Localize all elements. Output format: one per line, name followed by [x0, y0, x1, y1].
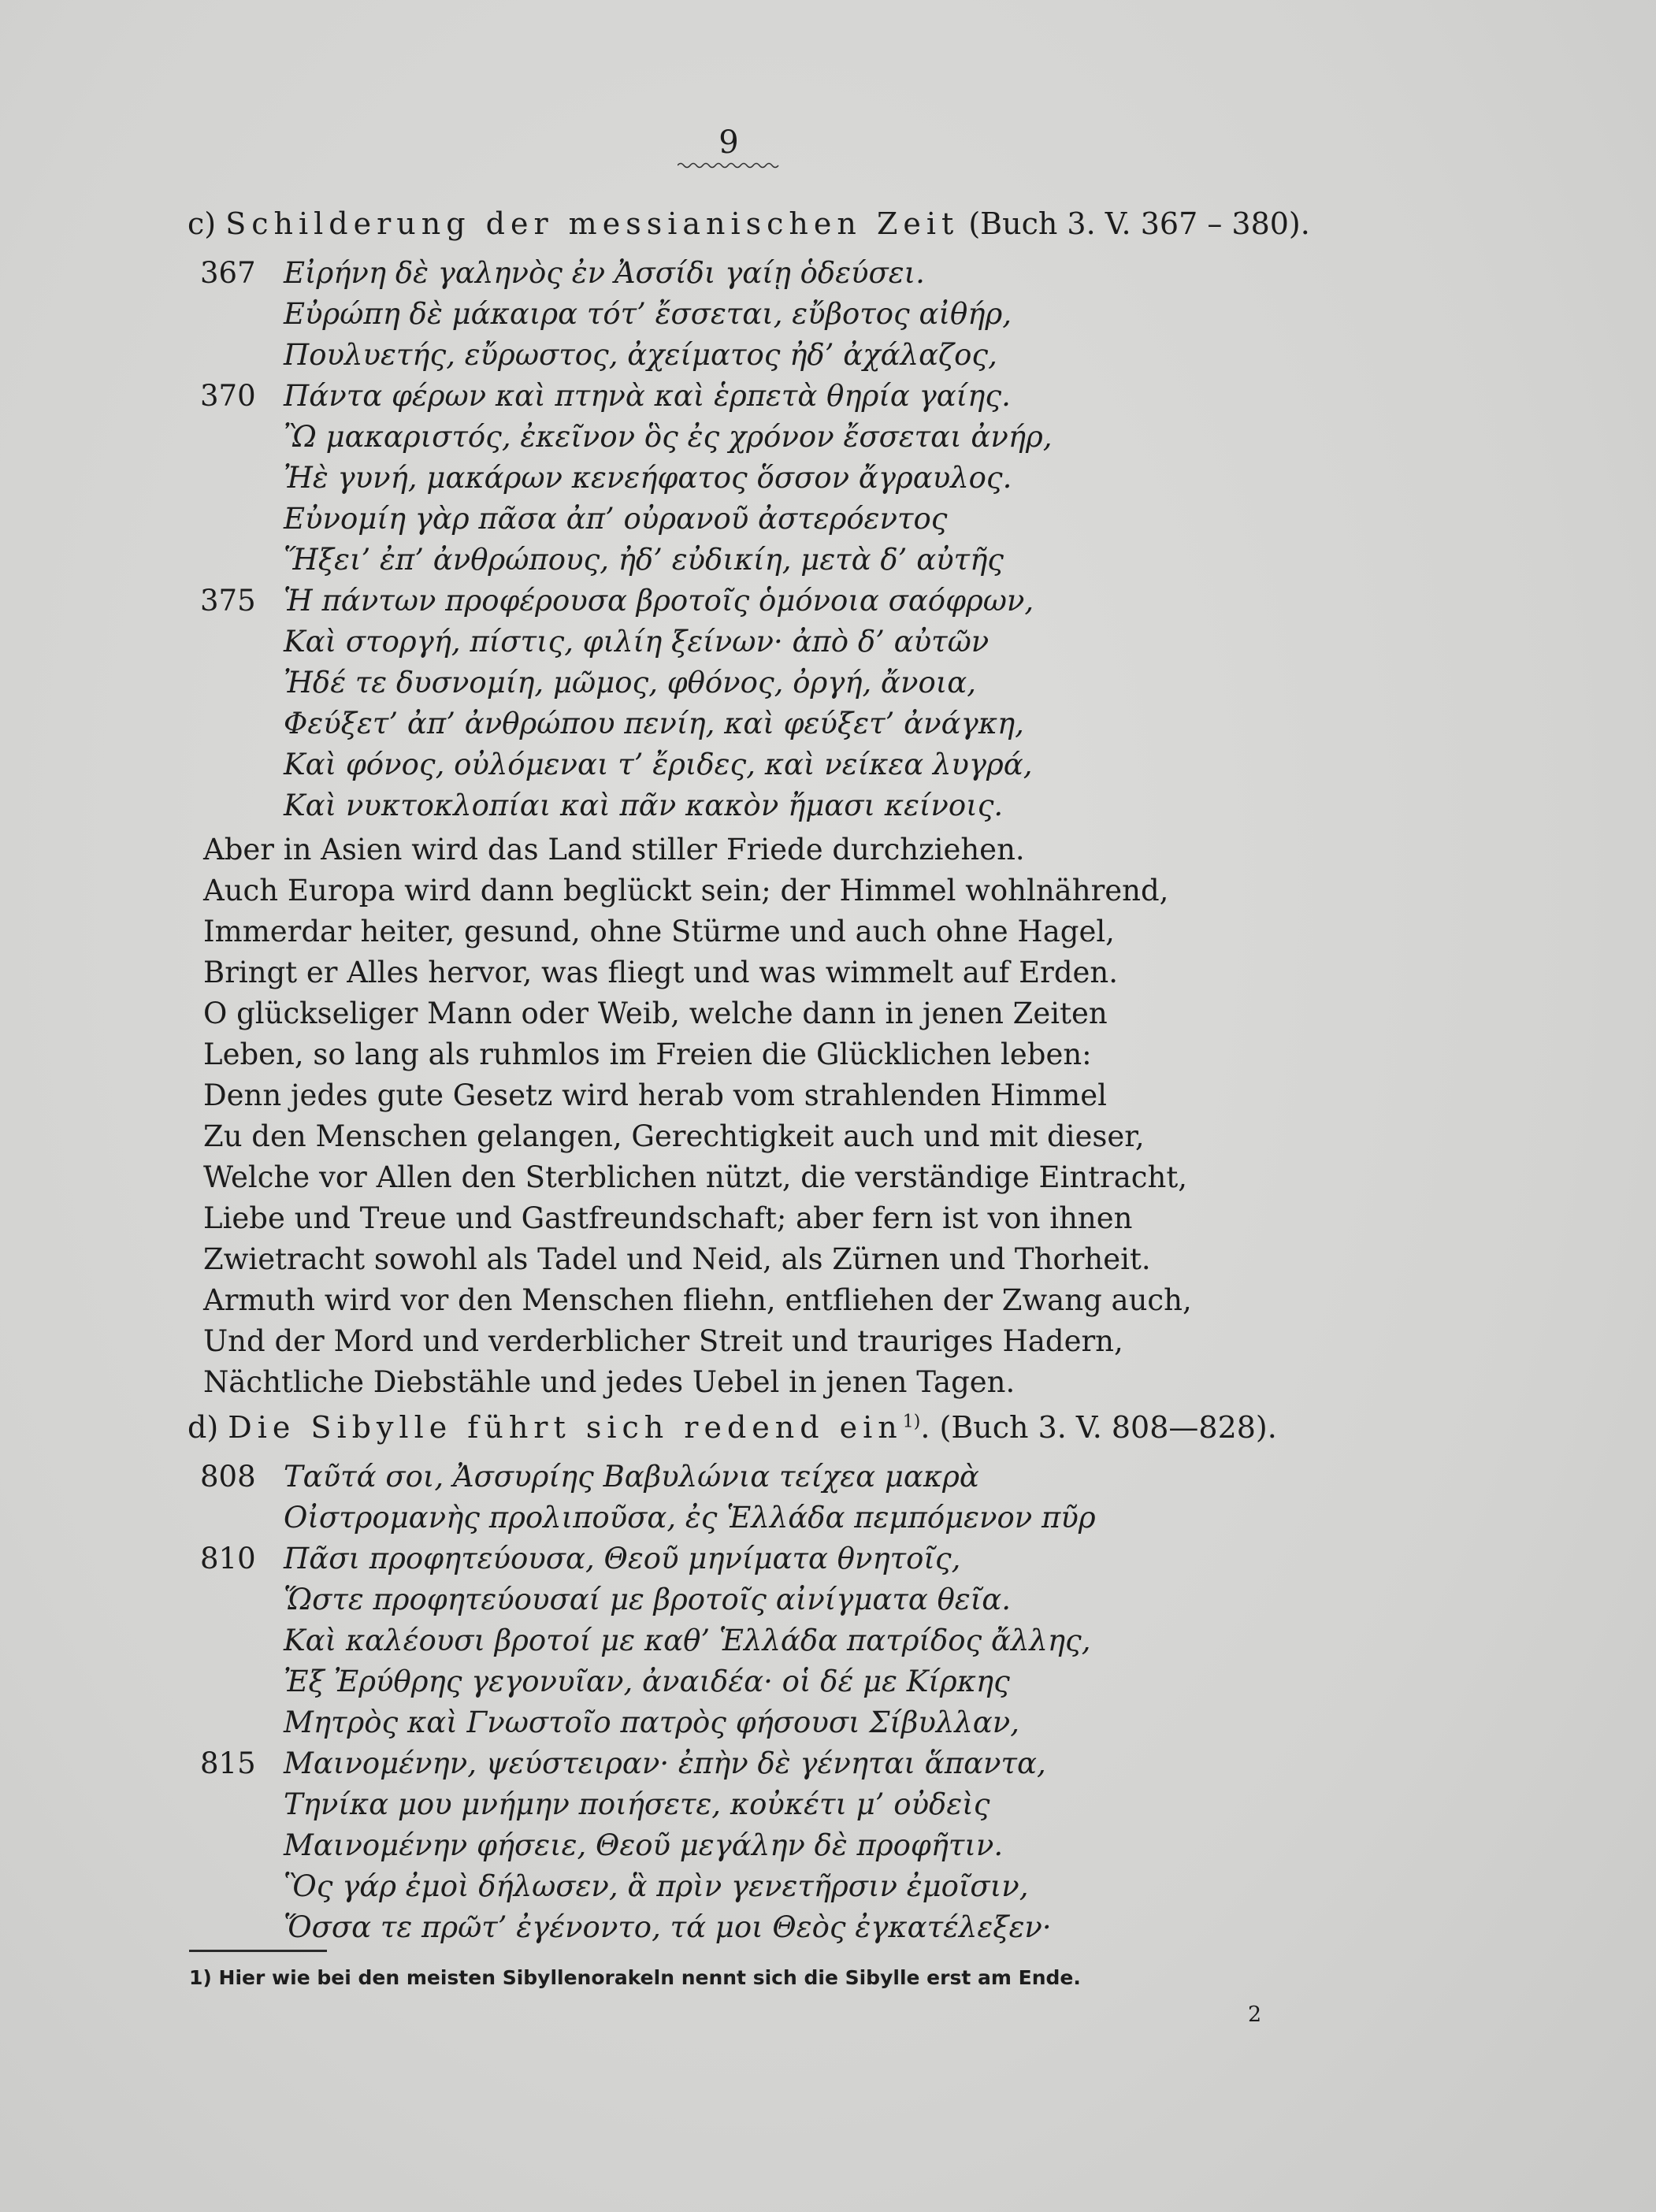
section-c-label: c) [188, 206, 217, 241]
greek-verse-line: Ἥξει’ ἐπ’ ἀνθρώπους, ἠδ’ εὐδικίη, μετὰ δ’ αὐτῆς [284, 543, 1004, 577]
greek-verse-line: Ὢ μακαριστός, ἐκεῖνον ὃς ἐς χρόνον ἔσσεται ἀνήρ, [284, 420, 1053, 454]
section-d-reference: . (Buch 3. V. 808—828). [920, 1410, 1277, 1445]
greek-verse-line: Ἐξ Ἐρύθρης γεγονυῖαν, ἀναιδέα· οἱ δέ με Κίρκης [284, 1665, 1010, 1698]
signature-mark: 2 [1248, 2002, 1262, 2027]
german-verse-line: Auch Europa wird dann beglückt sein; der Himmel wohlnährend, [203, 874, 1169, 907]
greek-verse-line: Ὥστε προφητεύουσαί με βροτοῖς αἰνίγματα θεῖα. [284, 1583, 1012, 1616]
greek-verse-line: Ταῦτά σοι, Ἀσσυρίης Βαβυλώνια τείχεα μακρὰ [284, 1460, 979, 1494]
greek-verse-line: Φεύξετ’ ἀπ’ ἀνθρώπου πενίη, καὶ φεύξετ’ ἀνάγκη, [284, 707, 1024, 740]
greek-verse-line: Μαινομένην, ψεύστειραν· ἐπὴν δὲ γένηται ἅπαντα, [284, 1746, 1046, 1780]
greek-verse-line: Καὶ νυκτοκλοπίαι καὶ πᾶν κακὸν ἤμασι κείνοις. [284, 789, 1004, 822]
greek-verse-line: Ὅσσα τε πρῶτ’ ἐγένοντο, τά μοι Θεὸς ἐγκατέλεξεν· [284, 1910, 1052, 1944]
greek-verse-line: Πάντα φέρων καὶ πτηνὰ καὶ ἑρπετὰ θηρία γαίης. [284, 379, 1011, 413]
german-verse-line: Zu den Menschen gelangen, Gerechtigkeit auch und mit dieser, [203, 1119, 1145, 1153]
greek-verse-line: Μαινομένην φήσειε, Θεοῦ μεγάλην δὲ προφῆτιν. [284, 1828, 1004, 1862]
greek-verse-line: Καὶ καλέουσι βροτοί με καθ’ Ἑλλάδα πατρίδος ἄλλης, [284, 1624, 1091, 1657]
greek-verse-line: Εἰρήνη δὲ γαληνὸς ἐν Ἀσσίδι γαίῃ ὁδεύσει. [284, 256, 925, 290]
line-number: 815 [200, 1746, 256, 1780]
greek-verse-line: Ὃς γάρ ἐμοὶ δήλωσεν, ἃ πρὶν γενετῆρσιν ἐμοῖσιν, [284, 1869, 1029, 1903]
greek-verse-line: Καὶ στοργή, πίστις, φιλίη ξείνων· ἀπὸ δ’ αὐτῶν [284, 625, 990, 659]
line-number: 375 [200, 584, 256, 618]
greek-verse-line: Εὐνομίη γὰρ πᾶσα ἀπ’ οὐρανοῦ ἀστερόεντος [284, 502, 948, 536]
page-number: 9 [718, 124, 739, 161]
german-verse-line: Und der Mord und verderblicher Streit und trauriges Hadern, [203, 1324, 1123, 1358]
footnote [189, 1966, 1081, 1989]
german-verse-line: Bringt er Alles hervor, was fliegt und was wimmelt auf Erden. [203, 956, 1119, 989]
page-number-ornament [678, 161, 780, 170]
german-verse-line: Zwietracht sowohl als Tadel und Neid, als Zürnen und Thorheit. [203, 1242, 1151, 1276]
german-verse-line: Aber in Asien wird das Land stiller Friede durchziehen. [203, 833, 1025, 867]
footnote-reference: 1) [902, 1412, 921, 1432]
greek-verse-line: Ἡ πάντων προφέρουσα βροτοῖς ὁμόνοια σαόφρων, [284, 584, 1034, 618]
line-number: 367 [200, 256, 256, 290]
line-number: 808 [200, 1460, 256, 1494]
greek-verse-line: Μητρὸς καὶ Γνωστοῖο πατρὸς φήσουσι Σίβυλλαν, [284, 1705, 1020, 1739]
german-verse-line: Nächtliche Diebstähle und jedes Uebel in jenen Tagen. [203, 1365, 1016, 1399]
section-c-reference: (Buch 3. V. 367 – 380). [968, 206, 1310, 241]
german-verse-line: Immerdar heiter, gesund, ohne Stürme und auch ohne Hagel, [203, 915, 1115, 948]
footnote-text: Hier wie bei den meisten Sibyllenorakeln nennt sich die Sibylle erst am Ende. [218, 1966, 1081, 1989]
german-verse-line: Armuth wird vor den Menschen fliehn, entfliehen der Zwang auch, [203, 1283, 1192, 1317]
section-d-title: Die Sibylle führt sich redend ein [228, 1410, 903, 1445]
line-number: 810 [200, 1542, 256, 1575]
german-verse-line: O glückseliger Mann oder Weib, welche dann in jenen Zeiten [203, 997, 1108, 1030]
greek-verse-line: Καὶ φόνος, οὐλόμεναι τ’ ἔριδες, καὶ νείκεα λυγρά, [284, 748, 1033, 781]
footnote-rule [189, 1950, 327, 1952]
line-number: 370 [200, 379, 256, 413]
section-d-label: d) [188, 1410, 219, 1445]
greek-verse-line: Οἰστρομανὴς προλιποῦσα, ἐς Ἑλλάδα πεμπόμενον πῦρ [284, 1501, 1096, 1535]
greek-verse-line: Ἠὲ γυνή, μακάρων κενεήφατος ὅσσον ἄγραυλος. [284, 461, 1012, 495]
german-verse-line: Welche vor Allen den Sterblichen nützt, die verständige Eintracht, [203, 1160, 1187, 1194]
section-c-heading [188, 206, 1310, 241]
footnote-mark: 1) [189, 1966, 212, 1989]
german-verse-line: Liebe und Treue und Gastfreundschaft; aber fern ist von ihnen [203, 1201, 1133, 1235]
section-d-heading [188, 1410, 1277, 1445]
section-c-title: Schilderung der messianischen Zeit [225, 206, 960, 241]
greek-verse-line: Τηνίκα μου μνήμην ποιήσετε, κοὐκέτι μ’ οὐδεὶς [284, 1787, 990, 1821]
greek-verse-line: Πᾶσι προφητεύουσα, Θεοῦ μηνίματα θνητοῖς, [284, 1542, 961, 1575]
greek-verse-line: Εὐρώπη δὲ μάκαιρα τότ’ ἔσσεται, εὔβοτος αἰθήρ, [284, 297, 1012, 331]
german-verse-line: Denn jedes gute Gesetz wird herab vom strahlenden Himmel [203, 1078, 1107, 1112]
greek-verse-line: Πουλυετής, εὔρωστος, ἀχείματος ἠδ’ ἀχάλαζος, [284, 338, 997, 372]
greek-verse-line: Ἠδέ τε δυσνομίη, μῶμος, φθόνος, ὀργή, ἄνοια, [284, 666, 977, 700]
german-verse-line: Leben, so lang als ruhmlos im Freien die Glücklichen leben: [203, 1037, 1092, 1071]
